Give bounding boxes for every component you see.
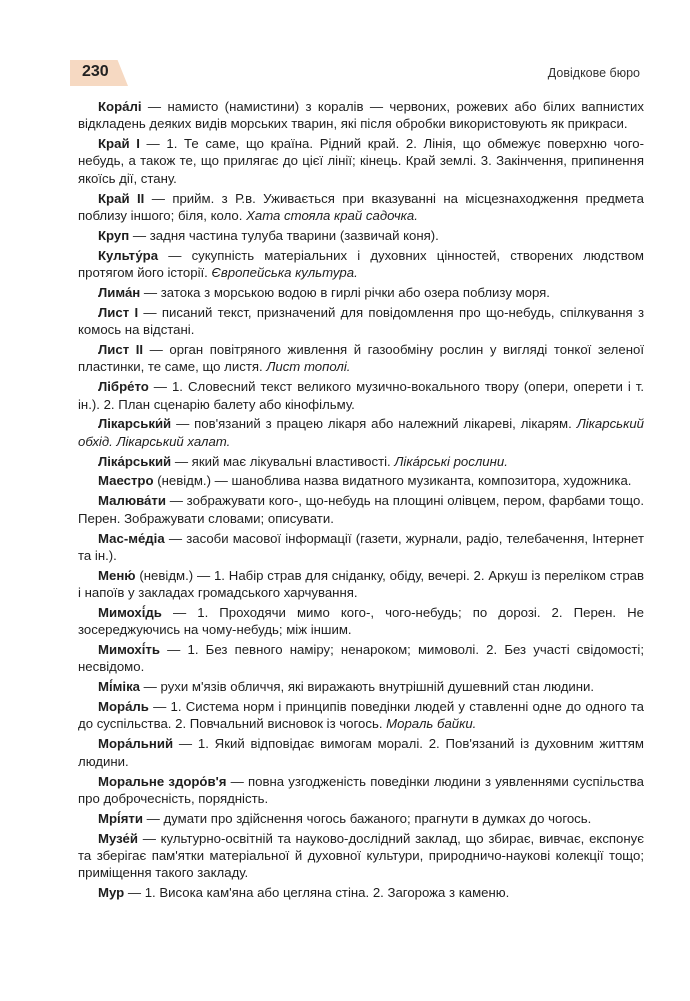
- entry-term: Лібре́то: [98, 379, 149, 395]
- entry-definition: — задня частина тулуба тварини (зазвичай коня).: [129, 227, 439, 243]
- glossary-entry: [78, 492, 644, 527]
- entry-definition: — затока з морською водою в гирлі річки або озера поблизу моря.: [140, 284, 550, 300]
- entry-term: Ліка́рський: [98, 453, 172, 469]
- entry-definition: — 1. Проходячи мимо кого-, чого-небудь; по дорозі. 2. Перен. Не зосереджуючись на чому-небудь; між іншим.: [78, 604, 644, 638]
- entry-term: Мора́ль: [98, 699, 149, 715]
- glossary-entry: [78, 98, 644, 133]
- glossary-entries: [78, 98, 644, 904]
- entry-definition: — 1. Те саме, що країна. Рідний край. 2. Лінія, що обмежує поверхню чого-небудь, а також те, що прилягає до цієї лінії; кінець. Край землі. 3. Закінчення, припинення якоїсь дії, стану.: [78, 136, 645, 186]
- entry-definition: (невідм.) — шаноблива назва видатного музиканта, композитора, художника.: [153, 473, 632, 489]
- entry-term: Мі́міка: [98, 679, 141, 695]
- entry-term: Кора́лі: [98, 99, 142, 114]
- entry-definition: (невідм.) — 1. Набір страв для сніданку, обіду, вечері. 2. Аркуш із переліком страв і напоїв у закладах громадського харчування.: [78, 567, 644, 601]
- entry-definition: — писаний текст, призначений для повідомлення про що-небудь, спілкування з комось на відстані.: [78, 304, 644, 338]
- entry-definition: — думати про здійснення чогось бажаного; прагнути в думках до чогось.: [142, 810, 592, 826]
- glossary-entry: [78, 378, 644, 413]
- glossary-entry: [78, 773, 644, 808]
- glossary-entry: [78, 415, 644, 450]
- entry-term: Край ІІ: [98, 190, 145, 206]
- glossary-entry: [78, 341, 644, 376]
- entry-term: Мимохі́дь: [98, 604, 162, 620]
- entry-definition: — прийм. з Р.в. Уживається при вказуванні на місцезнаходження предмета поблизу іншого; біля, коло.: [78, 190, 644, 223]
- entry-term: Лікарськи́й: [98, 416, 172, 432]
- glossary-entry: [78, 247, 644, 282]
- entry-term: Мур: [98, 885, 125, 901]
- entry-term: Лист І: [98, 304, 139, 320]
- glossary-entry: [78, 530, 644, 565]
- entry-definition: — намисто (намистини) з коралів — червоних, рожевих або білих вапнистих відкладень деяких видів морських тварин, які після обробки використовують як прикраси.: [78, 99, 644, 132]
- glossary-entry: [78, 567, 644, 602]
- entry-definition: — пов'язаний з працею лікаря або належний лікареві, лікарям.: [171, 416, 577, 432]
- entry-definition: — 1. Система норм і принципів поведінки людей у ставленні одне до одного та до суспільства. 2. Повчальний висновок із чогось.: [78, 699, 644, 732]
- entry-definition: — засоби масової інформації (газети, журнали, радіо, телебачення, Інтернет та ін.).: [78, 530, 644, 563]
- glossary-entry: [78, 604, 644, 639]
- entry-definition: — орган повітряного живлення й газообміну рослин у вигляді тонкої зеленої пластинки, те саме, що листя.: [78, 342, 644, 375]
- entry-example: Лікарський обхід. Лікарський халат.: [78, 416, 644, 449]
- entry-definition: — який має лікувальні властивості.: [171, 453, 395, 469]
- entry-term: Музе́й: [98, 830, 138, 846]
- entry-definition: — рухи м'язів обличчя, які виражають внутрішній душевний стан людини.: [140, 679, 595, 695]
- entry-term: Круп: [98, 227, 130, 243]
- entry-definition: — 1. Словесний текст великого музично-вокального твору (опери, оперети і т. ін.). 2. План сценарію балету або кінофільму.: [78, 379, 644, 412]
- glossary-entry: [78, 190, 644, 225]
- entry-example: Європейська культура.: [211, 265, 358, 281]
- entry-example: Ліка́рські рослини.: [394, 453, 508, 469]
- entry-definition: — зображувати кого-, що-небудь на площині олівцем, пером, фарбами тощо. Перен. Зображувати словами; описувати.: [78, 493, 644, 526]
- entry-term: Край І: [98, 136, 140, 152]
- glossary-entry: [78, 698, 644, 733]
- entry-term: Меню́: [98, 567, 136, 583]
- glossary-entry: [78, 135, 644, 187]
- glossary-entry: [78, 472, 644, 489]
- glossary-entry: [78, 304, 644, 339]
- glossary-entry: [78, 227, 644, 244]
- entry-term: Лист ІІ: [98, 342, 144, 358]
- entry-term: Культу́ра: [98, 247, 159, 263]
- entry-term: Малюва́ти: [98, 493, 166, 509]
- entry-definition: — 1. Висока кам'яна або цегляна стіна. 2. Загорожа з каменю.: [124, 885, 510, 901]
- entry-definition: — 1. Без певного наміру; ненароком; мимоволі. 2. Без участі свідомості; несвідомо.: [78, 642, 644, 675]
- entry-term: Мора́льний: [98, 736, 174, 752]
- glossary-entry: [78, 830, 644, 882]
- glossary-entry: [78, 284, 644, 301]
- entry-term: Мимохі́ть: [98, 642, 160, 658]
- glossary-entry: [78, 678, 644, 695]
- entry-example: Хата стояла край садочка.: [246, 207, 418, 223]
- entry-definition: — повна узгодженість поведінки людини з уявленнями суспільства про доброчесність, порядність.: [78, 773, 644, 806]
- entry-term: Лима́н: [98, 284, 141, 300]
- entry-definition: — культурно-освітній та науково-дослідний заклад, що збирає, вивчає, експонує та зберігає пам'ятки матеріальної й духовної культури, природничо-наукові колекції тощо; приміщення такого закладу.: [78, 830, 644, 881]
- glossary-entry: [78, 641, 644, 676]
- glossary-entry: [78, 453, 644, 470]
- entry-example: Мораль байки.: [386, 716, 477, 732]
- glossary-entry: [78, 735, 644, 770]
- entry-term: Мас-ме́діа: [98, 530, 165, 546]
- entry-definition: — сукупність матеріальних і духовних цінностей, створених людством протягом його історії.: [78, 247, 644, 281]
- page-header: [0, 60, 690, 86]
- entry-definition: — 1. Який відповідає вимогам моралі. 2. Пов'язаний із духовним життям людини.: [78, 736, 644, 769]
- page-number: 230: [82, 63, 109, 80]
- glossary-entry: [78, 810, 644, 827]
- entry-term: Маестро: [98, 473, 154, 489]
- section-title: Довідкове бюро: [547, 66, 640, 80]
- glossary-entry: [78, 884, 644, 901]
- entry-term: Моральне здоро́в'я: [98, 773, 227, 789]
- entry-example: Лист тополі.: [266, 359, 351, 375]
- entry-term: Мрі́яти: [98, 810, 143, 826]
